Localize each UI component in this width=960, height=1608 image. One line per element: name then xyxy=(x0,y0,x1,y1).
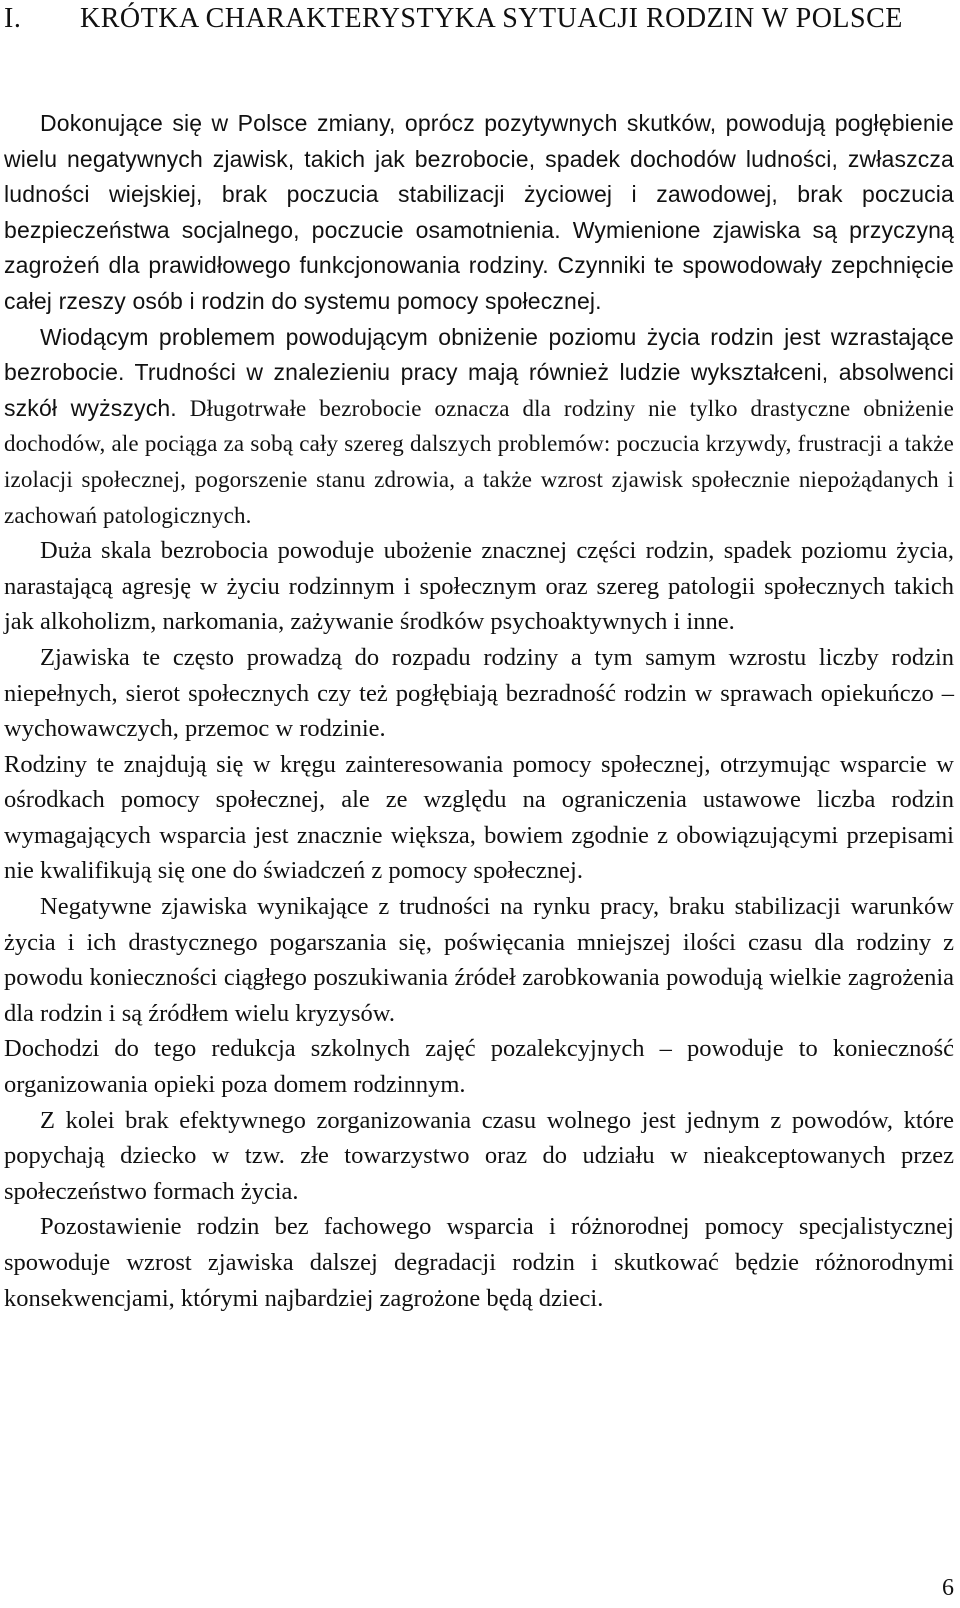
section-number: I. xyxy=(4,3,22,34)
paragraph-conclusion: Pozostawienie rodzin bez fachowego wsparcia i różnorodnej pomocy specjalistycznej spowoduje wzrost zjawiska dalszej degradacji rodzin i skutkować będzie różnorodnymi konsekwencjami, którymi najbardziej zagrożone będą dzieci. xyxy=(4,1213,954,1312)
document-body xyxy=(4,106,954,1316)
section-title: KRÓTKA CHARAKTERYSTYKA SYTUACJI RODZIN W POLSCE xyxy=(80,3,903,34)
paragraph-unemployment xyxy=(4,320,954,534)
paragraph-school-activities: Dochodzi do tego redukcja szkolnych zajęć pozalekcyjnych – powoduje to konieczność organizowania opieki poza domem rodzinnym. xyxy=(4,1035,954,1099)
paragraph-family-breakdown: Zjawiska te często prowadzą do rozpadu rodziny a tym samym wzrostu liczby rodzin niepełnych, sierot społecznych czy też pogłębiają bezradność rodzin w sprawach opiekuńczo – wychowawczych, przemoc w rodzinie. xyxy=(4,643,954,743)
paragraph-unemployment-serif: Długotrwałe bezrobocie oznacza dla rodziny nie tylko drastyczne obniżenie dochodów, ale pociąga za sobą cały szereg dalszych problemów: poczucia krzywdy, frustracji a także izolacji społecznej, pogorszenie stanu zdrowia, a także wzrost zjawisk społecznie niepożądanych i zachowań patologicznych. xyxy=(4,395,954,528)
page-number: 6 xyxy=(942,1575,954,1601)
paragraph-labor-market: Negatywne zjawiska wynikające z trudności na rynku pracy, braku stabilizacji warunków życia i ich drastycznego pogarszania się, poświęcania mniejszej ilości czasu dla rodziny z powodu konieczności ciągłego poszukiwania źródeł zarobkowania powodują wielkie zagrożenia dla rodzin i są źródłem wielu kryzysów. xyxy=(4,893,954,1027)
paragraph-social-assistance: Rodziny te znajdują się w kręgu zainteresowania pomocy społecznej, otrzymując wsparcie w ośrodkach pomocy społecznej, ale ze względu na ograniczenia ustawowe liczba rodzin wymagających wsparcia jest znacznie większa, bowiem zgodnie z obowiązującymi przepisami nie kwalifikują się one do świadczeń z pomocy społecznej. xyxy=(4,750,954,885)
paragraph-intro: Dokonujące się w Polsce zmiany, oprócz pozytywnych skutków, powodują pogłębienie wielu negatywnych zjawisk, takich jak bezrobocie, spadek dochodów ludności, zwłaszcza ludności wiejskiej, brak poczucia stabilizacji życiowej i zawodowej, brak poczucia bezpieczeństwa socjalnego, poczucie osamotnienia. Wymienione zjawiska są przyczyną zagrożeń dla prawidłowego funkcjonowania rodziny. Czynniki te spowodowały zepchnięcie całej rzeszy osób i rodzin do systemu pomocy społecznej. xyxy=(4,110,954,314)
paragraph-free-time: Z kolei brak efektywnego zorganizowania czasu wolnego jest jednym z powodów, które popychają dziecko w tzw. złe towarzystwo oraz do udziału w nieakceptowanych przez społeczeństwo formach życia. xyxy=(4,1106,954,1205)
paragraph-unemployment-sans: Wiodącym problemem powodującym obniżenie poziomu życia rodzin jest wzrastające bezrobocie. Trudności w znalezieniu pracy mają również ludzie wykształceni, absolwenci szkół wyższych. xyxy=(4,323,954,421)
paragraph-poverty: Duża skala bezrobocia powoduje ubożenie znacznej części rodzin, spadek poziomu życia, narastającą agresję w życiu rodzinnym i społecznym oraz szereg patologii społecznych takich jak alkoholizm, narkomania, zażywanie środków psychoaktywnych i inne. xyxy=(4,537,954,636)
section-heading xyxy=(4,2,954,36)
